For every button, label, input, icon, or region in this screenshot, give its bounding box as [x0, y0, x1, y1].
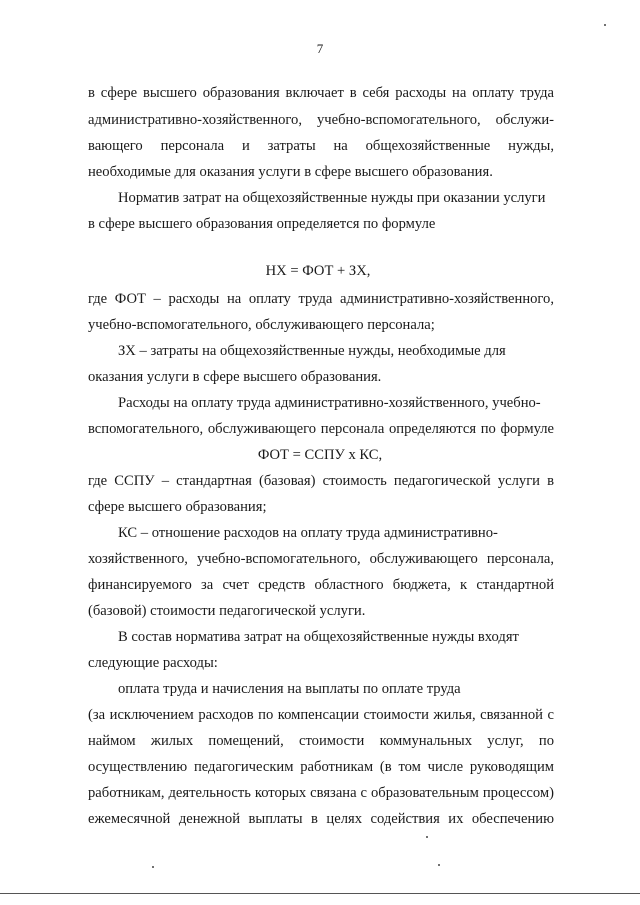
text-line: оплата труда и начисления на выплаты по оплате труда: [118, 681, 461, 697]
formula: НХ = ФОТ + ЗХ,: [265, 263, 371, 279]
text-line: Норматив затрат на общехозяйственные нужды при оказании услуги: [118, 190, 546, 206]
text-line: В состав норматива затрат на общехозяйственные нужды входят: [118, 629, 519, 645]
text-line: осуществлению педагогическим работникам (в том числе руководящим: [88, 759, 554, 775]
text-line: оказания услуги в сфере высшего образования.: [88, 369, 382, 385]
text-line: вспомогательного, обслуживающего персонала определяются по формуле: [88, 421, 554, 437]
scan-speck: [604, 24, 606, 26]
text-line: финансируемого за счет средств областного бюджета, к стандартной: [88, 577, 554, 593]
scan-speck: [438, 864, 440, 866]
scan-speck: [152, 866, 154, 868]
text-line: КС – отношение расходов на оплату труда административно-: [118, 525, 498, 541]
text-line: в сфере высшего образования определяется по формуле: [88, 216, 436, 232]
text-line: (базовой) стоимости педагогической услуги.: [88, 603, 366, 619]
text-line: вающего персонала и затраты на общехозяйственные нужды,: [88, 138, 554, 154]
text-line: в сфере высшего образования включает в себя расходы на оплату труда: [88, 85, 554, 101]
text-line: Расходы на оплату труда административно-хозяйственного, учебно-: [118, 395, 541, 411]
text-line: хозяйственного, учебно-вспомогательного, обслуживающего персонала,: [88, 551, 554, 567]
text-line: административно-хозяйственного, учебно-вспомогательного, обслужи-: [88, 112, 554, 128]
text-line: ЗХ – затраты на общехозяйственные нужды, необходимые для: [118, 343, 506, 359]
text-line: необходимые для оказания услуги в сфере высшего образования.: [88, 164, 493, 180]
text-line: (за исключением расходов по компенсации стоимости жилья, связанной с: [88, 707, 554, 723]
text-line: сфере высшего образования;: [88, 499, 267, 515]
text-line: следующие расходы:: [88, 655, 218, 671]
text-line: наймом жилых помещений, стоимости коммунальных услуг, по: [88, 733, 554, 749]
text-line: где ССПУ – стандартная (базовая) стоимость педагогической услуги в: [88, 473, 554, 489]
page-bottom-edge: [0, 893, 640, 894]
page-number: 7: [316, 41, 324, 56]
text-line: где ФОТ – расходы на оплату труда административно-хозяйственного,: [88, 291, 554, 307]
text-line: учебно-вспомогательного, обслуживающего персонала;: [88, 317, 435, 333]
text-line: ежемесячной денежной выплаты в целях содействия их обеспечению: [88, 811, 554, 827]
formula: ФОТ = ССПУ х КС,: [257, 447, 383, 463]
text-line: работникам, деятельность которых связана с образовательным процессом): [88, 785, 554, 801]
scan-speck: [426, 836, 428, 838]
